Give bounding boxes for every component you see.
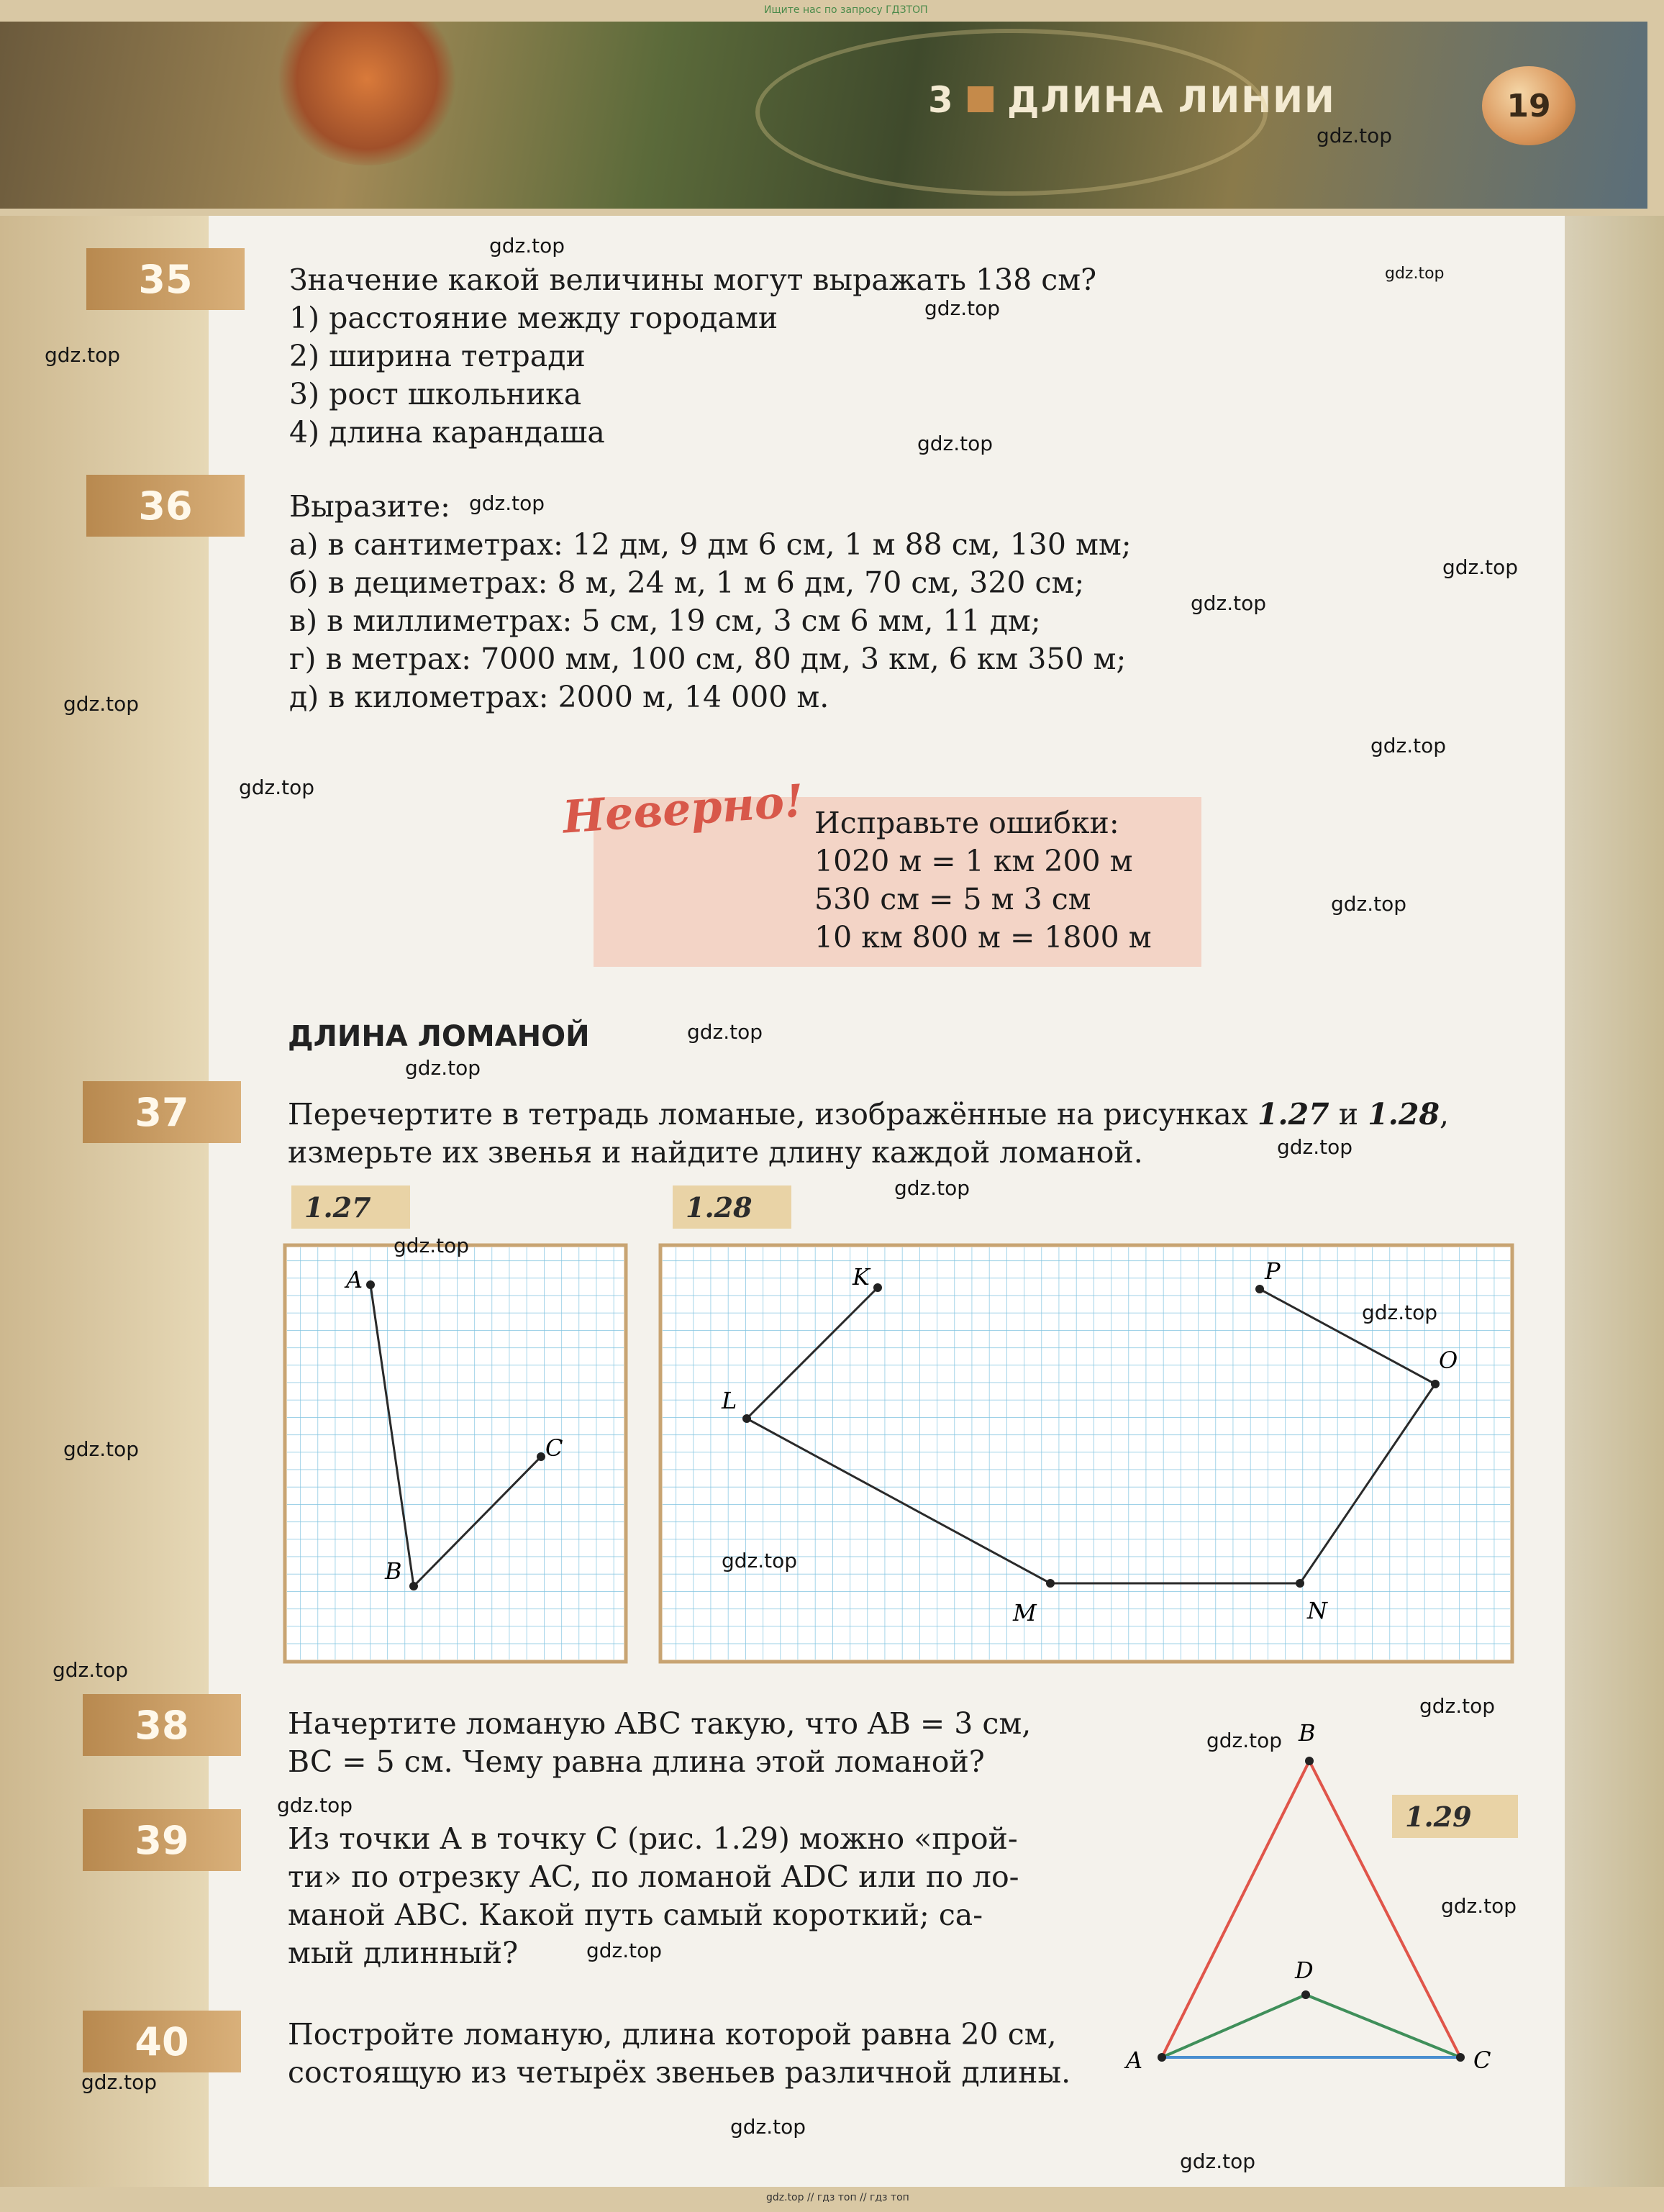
exercise-37: [288, 1096, 1449, 1172]
exercise-36-item: а) в сантиметрах: 12 дм, 9 дм 6 см, 1 м 88 см, 130 мм;: [289, 527, 1132, 562]
watermark: gdz.top: [239, 775, 315, 799]
watermark: gdz.top: [1419, 1694, 1496, 1718]
exercise-40-line: Постройте ломаную, длина которой равна 20 см,: [288, 2017, 1057, 2052]
fig-ref: 1.27: [1257, 1097, 1329, 1132]
error-box-content: [814, 804, 1152, 957]
watermark: gdz.top: [1362, 1301, 1438, 1324]
exercise-35-number: 35: [86, 248, 245, 310]
watermark: gdz.top: [894, 1176, 970, 1200]
exercise-38-line: Начертите ломаную ABC такую, что AB = 3 см,: [288, 1706, 1032, 1741]
watermark: gdz.top: [730, 2115, 806, 2139]
watermark: gdz.top: [489, 234, 565, 258]
label-P: P: [1265, 1257, 1281, 1285]
point-B: [1305, 1757, 1314, 1765]
exercise-39-line: маной ABC. Какой путь самый короткий; са-: [288, 1898, 983, 1932]
watermark: gdz.top: [917, 432, 994, 455]
exercise-40: [288, 2016, 1070, 2092]
exercise-36-item: д) в километрах: 2000 м, 14 000 м.: [289, 680, 829, 714]
point-N: [1296, 1579, 1304, 1588]
label-B: B: [1299, 1719, 1316, 1747]
label-O: O: [1439, 1347, 1458, 1374]
exercise-36-intro: Выразите:: [289, 489, 450, 524]
exercise-35-option: 3) рост школьника: [289, 377, 582, 411]
error-box-title: Исправьте ошибки:: [814, 806, 1119, 840]
chapter-square-icon: [968, 86, 994, 112]
label-A: A: [1126, 2047, 1143, 2074]
watermark: gdz.top: [687, 1020, 763, 1044]
figure-1-29-label: 1.29: [1392, 1795, 1518, 1838]
exercise-38-line: BC = 5 см. Чему равна длина этой ломаной?: [288, 1744, 985, 1779]
point-L: [742, 1414, 751, 1423]
watermark: gdz.top: [1317, 124, 1393, 147]
point-A: [366, 1280, 375, 1289]
watermark: gdz.top: [1191, 591, 1267, 615]
point-O: [1431, 1380, 1440, 1388]
point-B: [409, 1582, 418, 1590]
exercise-40-line: состоящую из четырёх звеньев различной длины.: [288, 2055, 1071, 2090]
watermark: gdz.top: [1385, 265, 1445, 283]
label-C: C: [545, 1434, 563, 1462]
chapter-title: ДЛИНА ЛИНИИ: [1007, 79, 1336, 121]
figure-1-28-label: 1.28: [673, 1185, 791, 1229]
watermark: gdz.top: [63, 692, 140, 716]
segment-AD: [1162, 1995, 1306, 2057]
label-K: K: [853, 1263, 870, 1291]
point-C: [1456, 2053, 1465, 2062]
page-right-margin: [1565, 216, 1664, 2187]
label-C: C: [1473, 2047, 1491, 2074]
exercise-39-number: 39: [83, 1809, 241, 1871]
point-D: [1301, 1990, 1310, 1999]
watermark: gdz.top: [1277, 1135, 1353, 1159]
point-C: [537, 1452, 545, 1461]
exercise-36-number: 36: [86, 475, 245, 537]
watermark: gdz.top: [277, 1793, 353, 1817]
exercise-35-option: 4) длина карандаша: [289, 415, 605, 450]
top-note: Ищите нас по запросу ГДЗТОП: [764, 4, 928, 16]
text-span: Перечертите в тетрадь ломаные, изображённые на рисунках: [288, 1097, 1258, 1132]
grid: [287, 1247, 624, 1660]
watermark: gdz.top: [394, 1234, 470, 1257]
watermark: gdz.top: [53, 1658, 129, 1682]
segment-DC: [1306, 1995, 1460, 2057]
segment-BC: [1309, 1761, 1460, 2057]
watermark: gdz.top: [81, 2070, 158, 2094]
exercise-36-item: в) в миллиметрах: 5 см, 19 см, 3 см 6 мм, 11 дм;: [289, 604, 1041, 638]
exercise-39-line: ти» по отрезку AC, по ломаной ADC или по ло-: [288, 1860, 1019, 1894]
watermark: gdz.top: [405, 1056, 481, 1080]
exercise-36-item: г) в метрах: 7000 мм, 100 см, 80 дм, 3 км, 6 км 350 м;: [289, 642, 1127, 676]
label-N: N: [1307, 1597, 1327, 1624]
watermark: gdz.top: [1442, 555, 1519, 579]
error-line: 1020 м = 1 км 200 м: [814, 844, 1133, 878]
exercise-39-line: Из точки A в точку C (рис. 1.29) можно «прой-: [288, 1821, 1018, 1856]
page-number: 19: [1482, 66, 1576, 145]
chapter-number: 3: [928, 79, 953, 121]
watermark: gdz.top: [586, 1939, 663, 1962]
watermark: gdz.top: [722, 1549, 798, 1572]
figure-1-27-label: 1.27: [291, 1185, 410, 1229]
exercise-37-line-2: измерьте их звенья и найдите длину каждой ломаной.: [288, 1135, 1143, 1170]
exercise-35-question: Значение какой величины могут выражать 138 см?: [289, 263, 1097, 297]
exercise-37-line-1: [288, 1096, 1449, 1134]
watermark: gdz.top: [45, 343, 121, 367]
exercise-39-line: мый длинный?: [288, 1936, 519, 1970]
text-span: и: [1329, 1097, 1368, 1132]
segment-AB: [1162, 1761, 1309, 2057]
watermark: gdz.top: [1370, 734, 1447, 757]
exercise-38: [288, 1705, 1031, 1781]
section-title: ДЛИНА ЛОМАНОЙ: [288, 1020, 590, 1053]
watermark: gdz.top: [1180, 2149, 1256, 2173]
watermark: gdz.top: [1441, 1894, 1517, 1918]
fig-ref: 1.28: [1368, 1097, 1440, 1132]
bottom-note: gdz.top // гдз топ // гдз топ: [766, 2192, 909, 2203]
exercise-36: [289, 488, 1132, 716]
label-L: L: [722, 1387, 737, 1414]
watermark: gdz.top: [469, 491, 545, 515]
point-K: [873, 1283, 882, 1292]
figure-1-27: [283, 1243, 628, 1664]
label-M: M: [1013, 1599, 1037, 1626]
label-D: D: [1295, 1957, 1314, 1984]
exercise-37-number: 37: [83, 1081, 241, 1143]
point-P: [1255, 1285, 1264, 1293]
exercise-38-number: 38: [83, 1694, 241, 1756]
label-A: A: [346, 1266, 363, 1293]
error-line: 530 см = 5 м 3 см: [814, 882, 1091, 916]
exercise-36-item: б) в дециметрах: 8 м, 24 м, 1 м 6 дм, 70 см, 320 см;: [289, 565, 1085, 600]
watermark: gdz.top: [1331, 892, 1407, 916]
label-B: B: [385, 1557, 402, 1585]
exercise-35: [289, 261, 1096, 452]
watermark: gdz.top: [924, 296, 1001, 320]
exercise-35-option: 1) расстояние между городами: [289, 301, 778, 335]
watermark: gdz.top: [63, 1437, 140, 1461]
text-span: ,: [1439, 1097, 1450, 1132]
chapter-header: [0, 22, 1647, 209]
exercise-35-option: 2) ширина тетради: [289, 339, 586, 373]
exercise-40-number: 40: [83, 2011, 241, 2072]
watermark: gdz.top: [1206, 1729, 1283, 1752]
point-M: [1046, 1579, 1055, 1588]
error-stamp: Неверно!: [560, 774, 806, 844]
point-A: [1158, 2053, 1166, 2062]
error-line: 10 км 800 м = 1800 м: [814, 920, 1152, 955]
